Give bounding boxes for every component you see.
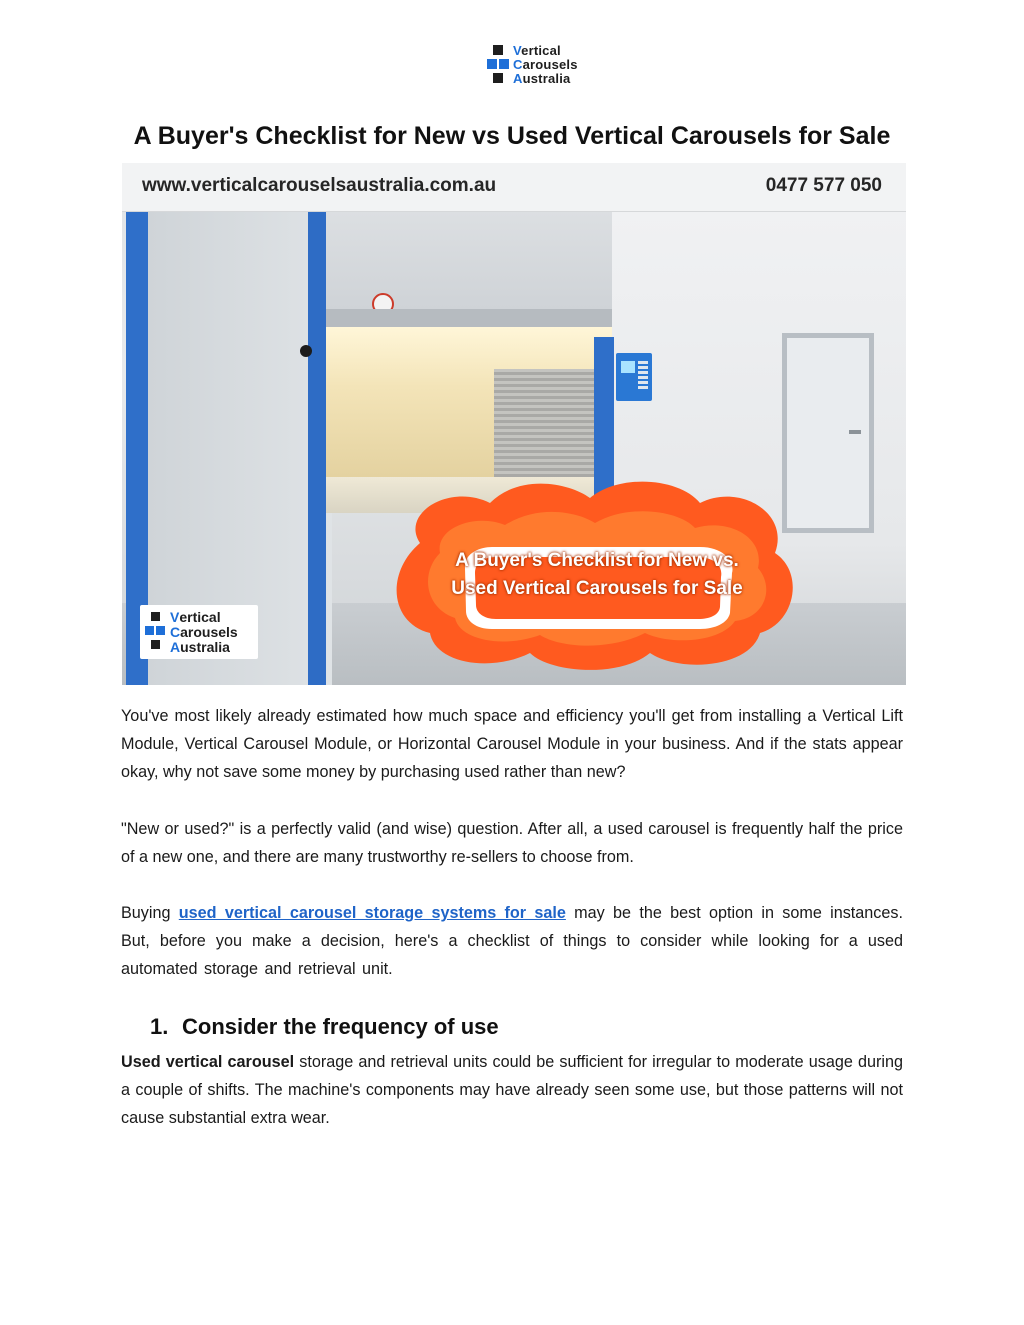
hero-splash-line-1: A Buyer's Checklist for New vs. xyxy=(455,550,739,571)
logo-square-icon xyxy=(499,59,509,69)
logo-square-icon xyxy=(151,640,160,649)
logo-square-icon xyxy=(145,626,154,635)
carousel-frame-middle xyxy=(308,211,326,685)
hero-splash-line-2: Used Vertical Carousels for Sale xyxy=(451,578,743,599)
intro-paragraph: You've most likely already estimated how much space and efficiency you'll get from installing a Vertical Lift Module, Vertical Carousel Module, or Horizontal Carousel Module in your business. And if the stats appear okay, why not save some money by purchasing used rather than new? xyxy=(121,707,903,781)
hero-website-url: www.verticalcarouselsaustralia.com.au xyxy=(142,175,497,196)
logo-word-australia: Australia xyxy=(513,71,571,86)
control-keypad-icon xyxy=(616,353,652,401)
logo-square-icon xyxy=(493,73,503,83)
hero-splash-caption xyxy=(412,547,782,603)
door-handle xyxy=(849,430,861,434)
hero-image xyxy=(122,163,906,685)
new-or-used-paragraph: "New or used?" is a perfectly valid (and wise) question. After all, a used carousel is frequently half the price of a new one, and there are many trustworthy re-sellers to choose from. xyxy=(121,820,903,866)
company-logo xyxy=(487,44,597,86)
frequency-paragraph: Used vertical carousel storage and retrieval units could be sufficient for irregular to moderate usage during a couple of shifts. The machine's components may have already seen some use, but those patterns will not cause substantial extra wear. xyxy=(121,1053,903,1127)
badge-word-carousels: Carousels xyxy=(170,624,238,640)
carousel-top-panel xyxy=(326,211,612,309)
carousel-lip xyxy=(326,309,612,327)
bold-lead: Used vertical carousel xyxy=(121,1053,295,1071)
section-heading-text: Consider the frequency of use xyxy=(182,1014,499,1039)
badge-word-australia: Australia xyxy=(170,639,230,655)
section-heading-frequency xyxy=(150,1014,499,1040)
logo-square-icon xyxy=(151,612,160,621)
page-title: A Buyer's Checklist for New vs Used Vertical Carousels for Sale xyxy=(133,122,891,150)
section-number: 1. xyxy=(150,1014,169,1039)
sensor-dot-icon xyxy=(300,345,312,357)
logo-word-carousels: Carousels xyxy=(513,57,578,72)
hero-banner-bar xyxy=(122,163,906,212)
logo-square-icon xyxy=(156,626,165,635)
hero-logo-badge xyxy=(140,605,258,659)
buying-used-paragraph: Buying used vertical carousel storage systems for sale may be the best option in some instances. But, before you make a decision, here's a checklist of things to consider while looking for a used automated storage and retrieval unit. xyxy=(121,904,903,978)
logo-word-vertical: Vertical xyxy=(513,43,561,58)
roller-shutter xyxy=(494,369,594,477)
hero-phone-number: 0477 577 050 xyxy=(765,175,882,196)
logo-square-icon xyxy=(487,59,497,69)
logo-square-icon xyxy=(493,45,503,55)
keypad-keys xyxy=(638,361,648,391)
used-carousel-systems-link[interactable]: used vertical carousel storage systems for sale xyxy=(178,904,566,922)
badge-word-vertical: Vertical xyxy=(170,609,221,625)
keypad-screen xyxy=(621,361,635,373)
